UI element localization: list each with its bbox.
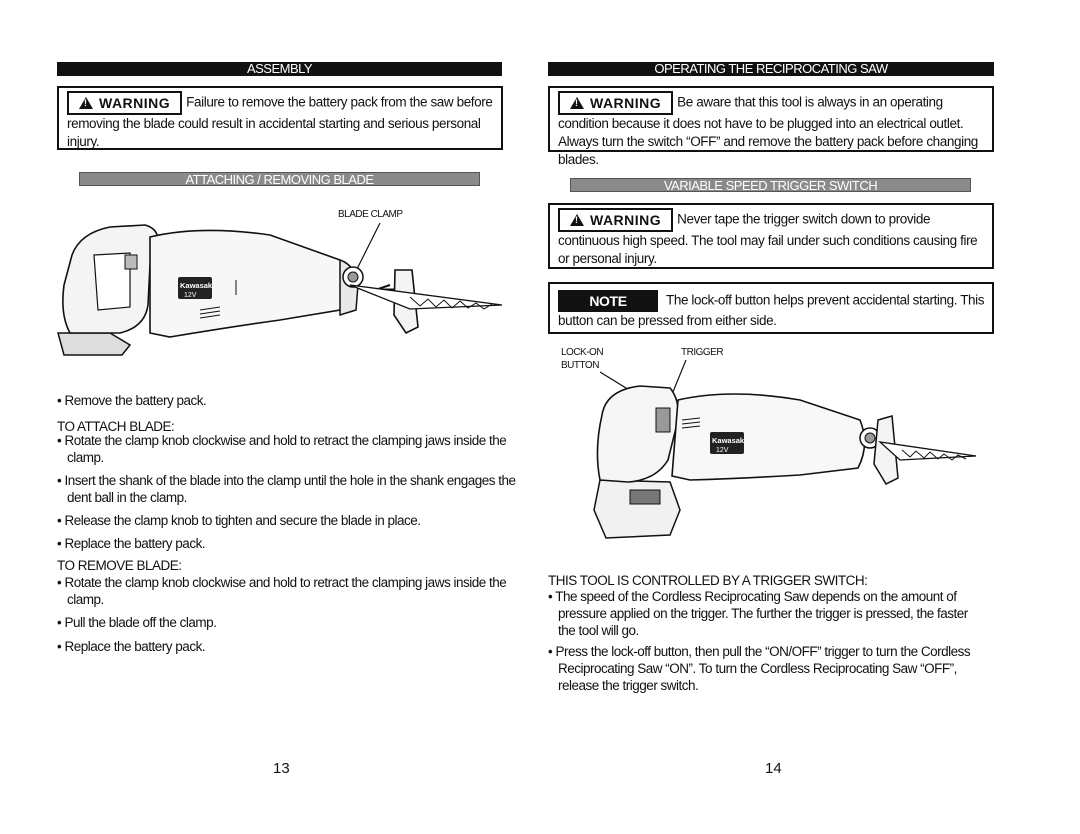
- warning-text: Failure to remove the battery pack from the saw before removing the blade could result in accidental starting and serious personal injury.: [67, 94, 493, 149]
- attach-blade-title: TO ATTACH BLADE:: [57, 419, 175, 434]
- lock-on-label: LOCK-ON: [561, 347, 604, 358]
- attach-step-4: • Replace the battery pack.: [57, 536, 206, 551]
- remove-step-3: • Replace the battery pack.: [57, 639, 206, 654]
- page-number-13: 13: [273, 760, 290, 777]
- warning-box-operating: [548, 86, 994, 167]
- note-text: The lock-off button helps prevent accidental starting. This button can be pressed from either side.: [558, 292, 985, 328]
- variable-speed-header: VARIABLE SPEED TRIGGER SWITCH: [570, 178, 971, 192]
- assembly-header: ASSEMBLY: [57, 62, 502, 76]
- attach-step-1: • Rotate the clamp knob clockwise and hold to retract the clamping jaws inside the clamp.: [57, 433, 507, 465]
- remove-battery-step: • Remove the battery pack.: [57, 393, 207, 408]
- warning-tag-operating: !WARNING: [558, 91, 673, 115]
- note-box: [548, 282, 994, 334]
- page-number-14: 14: [765, 760, 782, 777]
- attach-step-3: • Release the clamp knob to tighten and secure the blade in place.: [57, 513, 421, 528]
- saw-illustration-left: [50, 215, 510, 365]
- saw-illustration-right: [560, 360, 980, 550]
- warning-triangle-icon: [79, 97, 93, 109]
- controlled-title: THIS TOOL IS CONTROLLED BY A TRIGGER SWITCH:: [548, 573, 868, 588]
- operating-header: OPERATING THE RECIPROCATING SAW: [548, 62, 994, 76]
- warning-triangle-icon: [570, 97, 584, 109]
- warning-text-operating: Be aware that this tool is always in an operating condition because it does not have to be plugged into an electrical outlet. Always turn the switch “OFF” and remove the battery pack before changing blades.: [558, 94, 978, 167]
- warning-tag: !WARNING: [67, 91, 182, 115]
- brand-logo-right: Kawasaki: [712, 436, 747, 445]
- warning-tag-trigger: !WARNING: [558, 208, 673, 232]
- remove-blade-title: TO REMOVE BLADE:: [57, 558, 182, 573]
- warning-text-trigger: Never tape the trigger switch down to provide continuous high speed. The tool may fail under such conditions causing fire or personal injury.: [558, 211, 978, 266]
- note-tag: NOTE: [558, 290, 658, 312]
- warning-box-trigger: [548, 203, 994, 269]
- button-label: BUTTON: [561, 360, 599, 371]
- controlled-step-1: • The speed of the Cordless Reciprocating Saw depends on the amount of pressure applied on the trigger. The further the trigger is pressed, the faster the tool will go.: [548, 589, 968, 638]
- controlled-step-2: • Press the lock-off button, then pull the “ON/OFF” trigger to turn the Cordless Reciprocating Saw “ON”. To turn the Cordless Reciprocating Saw “OFF”, release the trigger switch.: [548, 644, 971, 693]
- trigger-label: TRIGGER: [681, 347, 724, 358]
- attach-step-2: • Insert the shank of the blade into the clamp until the hole in the shank engages the dent ball in the clamp.: [57, 473, 516, 505]
- attach-remove-header: ATTACHING / REMOVING BLADE: [79, 172, 480, 186]
- remove-step-1: • Rotate the clamp knob clockwise and hold to retract the clamping jaws inside the clamp.: [57, 575, 507, 607]
- remove-step-2: • Pull the blade off the clamp.: [57, 615, 217, 630]
- warning-box-assembly: [57, 86, 503, 150]
- voltage-badge-left: 12V: [184, 292, 197, 299]
- blade-clamp-label: BLADE CLAMP: [338, 209, 403, 220]
- voltage-badge-right: 12V: [716, 447, 729, 454]
- brand-logo-left: Kawasaki: [180, 281, 215, 290]
- warning-triangle-icon: [570, 214, 584, 226]
